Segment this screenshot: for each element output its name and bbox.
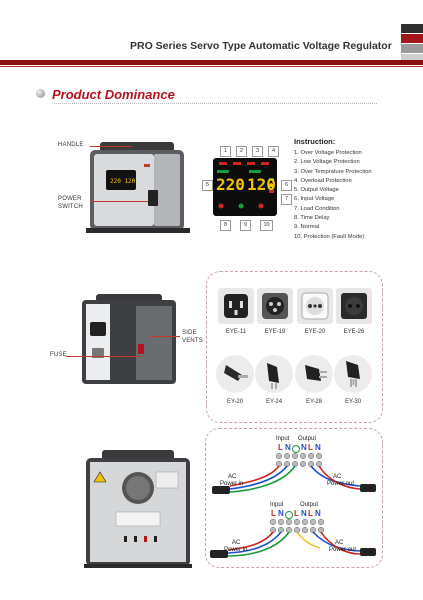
socket-eye-20 xyxy=(297,288,333,324)
wiring-top-output-label: Output xyxy=(298,436,317,442)
power-switch-label-line1: POWER xyxy=(58,196,82,202)
display-output-value: 120 xyxy=(247,175,276,194)
instruction-item: 8. Time Delay xyxy=(294,215,330,222)
handle-label: HANDLE xyxy=(58,142,84,148)
power-switch-label-line2: SWITCH xyxy=(58,204,83,210)
header-square-grey xyxy=(401,44,423,53)
socket-eye-19-icon xyxy=(257,288,293,324)
instruction-list xyxy=(294,149,372,242)
socket-eye-11 xyxy=(218,288,254,324)
wiring-bottom-power-out: Power out xyxy=(329,547,357,553)
socket-eye-26-icon xyxy=(336,288,372,324)
header-bar xyxy=(0,60,423,65)
wiring-top-power-in: Power in xyxy=(220,481,244,487)
socket-label: EYE-20 xyxy=(304,329,326,335)
plug-ey-30 xyxy=(334,355,372,393)
socket-label: EYE-11 xyxy=(225,329,247,335)
socket-label: EYE-26 xyxy=(343,329,365,335)
panel-num-3: 3 xyxy=(252,146,263,157)
instruction-item: 10. Protection (Fault Mode) xyxy=(294,233,365,240)
panel-num-8: 8 xyxy=(220,220,231,231)
wiring-bottom-terminal-l: L xyxy=(271,509,276,518)
plug-label: EY-20 xyxy=(226,399,244,405)
header-title: PRO Series Servo Type Automatic Voltage Regulator xyxy=(130,40,392,52)
svg-text:220 120: 220 120 xyxy=(110,178,136,185)
wiring-top-terminal-n3: N xyxy=(315,443,321,452)
wiring-top-ac-out: AC xyxy=(333,474,342,480)
section-title: Product Dominance xyxy=(52,87,175,102)
display-input-value: 220 xyxy=(216,175,245,194)
wiring-bottom-terminal-n: N xyxy=(278,509,284,518)
wiring-bottom-ac-in: AC xyxy=(232,540,241,546)
instruction-item: 3. Over Temprature Protection xyxy=(294,168,372,175)
instruction-item: 5. Output Voltage xyxy=(294,187,339,194)
wiring-top-ac-in: AC xyxy=(228,474,237,480)
panel-num-6: 6 xyxy=(281,180,292,191)
plug-label: EY-24 xyxy=(265,399,283,405)
instruction-heading: Instruction: xyxy=(294,137,336,146)
wiring-top-power-out: Power out xyxy=(327,481,355,487)
plug-ey-20-icon xyxy=(216,355,254,393)
side-vents-label-line2: VENTS xyxy=(182,338,204,344)
panel-num-4: 4 xyxy=(268,146,279,157)
panel-num-9: 9 xyxy=(240,220,251,231)
wiring-bottom-power-in: Power in xyxy=(224,547,248,553)
handle-leader-line xyxy=(90,146,132,147)
wiring-top-terminal-l: L xyxy=(278,443,283,452)
wiring-top-input-label: Input xyxy=(276,436,290,442)
plug-ey-28-icon xyxy=(295,355,333,393)
regulator-front-image xyxy=(86,140,190,234)
side-vents-label-line1: SIDE xyxy=(182,330,197,336)
section-divider xyxy=(52,103,377,104)
wiring-bottom-ac-out: AC xyxy=(335,540,344,546)
wiring-bottom-terminal-l3: L xyxy=(308,509,313,518)
wiring-bottom-output-label: Output xyxy=(300,502,319,508)
wiring-bottom-terminal-n3: N xyxy=(315,509,321,518)
wiring-bottom-input-label: Input xyxy=(270,502,284,508)
display-panel xyxy=(213,158,277,216)
panel-num-10: 10 xyxy=(260,220,273,231)
plug-ey-24 xyxy=(255,355,293,393)
wiring-top-terminal-n2: N xyxy=(301,443,307,452)
plug-label: EY-30 xyxy=(344,399,362,405)
instruction-item: 2. Low Voltage Protection xyxy=(294,159,360,166)
instruction-item: 6. Input Voltage xyxy=(294,196,335,203)
plug-ey-30-icon xyxy=(334,355,372,393)
fuse-label: FUSE xyxy=(50,352,67,358)
socket-eye-11-icon xyxy=(218,288,254,324)
section-bullet-icon xyxy=(36,89,45,98)
header-square-red xyxy=(401,34,423,43)
panel-num-7: 7 xyxy=(281,194,292,205)
instruction-item: 1. Over Voltage Protection xyxy=(294,150,362,156)
plug-ey-28 xyxy=(295,355,333,393)
socket-eye-19 xyxy=(257,288,293,324)
side-vents-leader-line xyxy=(150,336,180,337)
power-switch-leader-line xyxy=(90,201,148,202)
socket-eye-20-icon xyxy=(297,288,333,324)
instruction-item: 9. Normal xyxy=(294,224,320,231)
instruction-item: 7. Load Condition xyxy=(294,205,340,212)
plug-ey-20 xyxy=(216,355,254,393)
wiring-bottom-terminal-n2: N xyxy=(301,509,307,518)
panel-num-2: 2 xyxy=(236,146,247,157)
instruction-item: 4. Overload Protection xyxy=(294,177,352,184)
wiring-top-terminal-n: N xyxy=(285,443,291,452)
wiring-bottom-terminal-l2: L xyxy=(294,509,299,518)
header-bar-line xyxy=(0,66,423,67)
plug-ey-24-icon xyxy=(255,355,293,393)
socket-label: EYE-19 xyxy=(264,329,286,335)
header-square-dark xyxy=(401,24,423,33)
fuse-leader-line xyxy=(66,356,142,357)
regulator-side-image xyxy=(80,292,178,386)
regulator-rear-image xyxy=(84,450,192,568)
panel-num-5: 5 xyxy=(202,180,213,191)
wiring-top-terminal-l2: L xyxy=(308,443,313,452)
plug-label: EY-28 xyxy=(305,399,323,405)
panel-num-1: 1 xyxy=(220,146,231,157)
socket-eye-26 xyxy=(336,288,372,324)
